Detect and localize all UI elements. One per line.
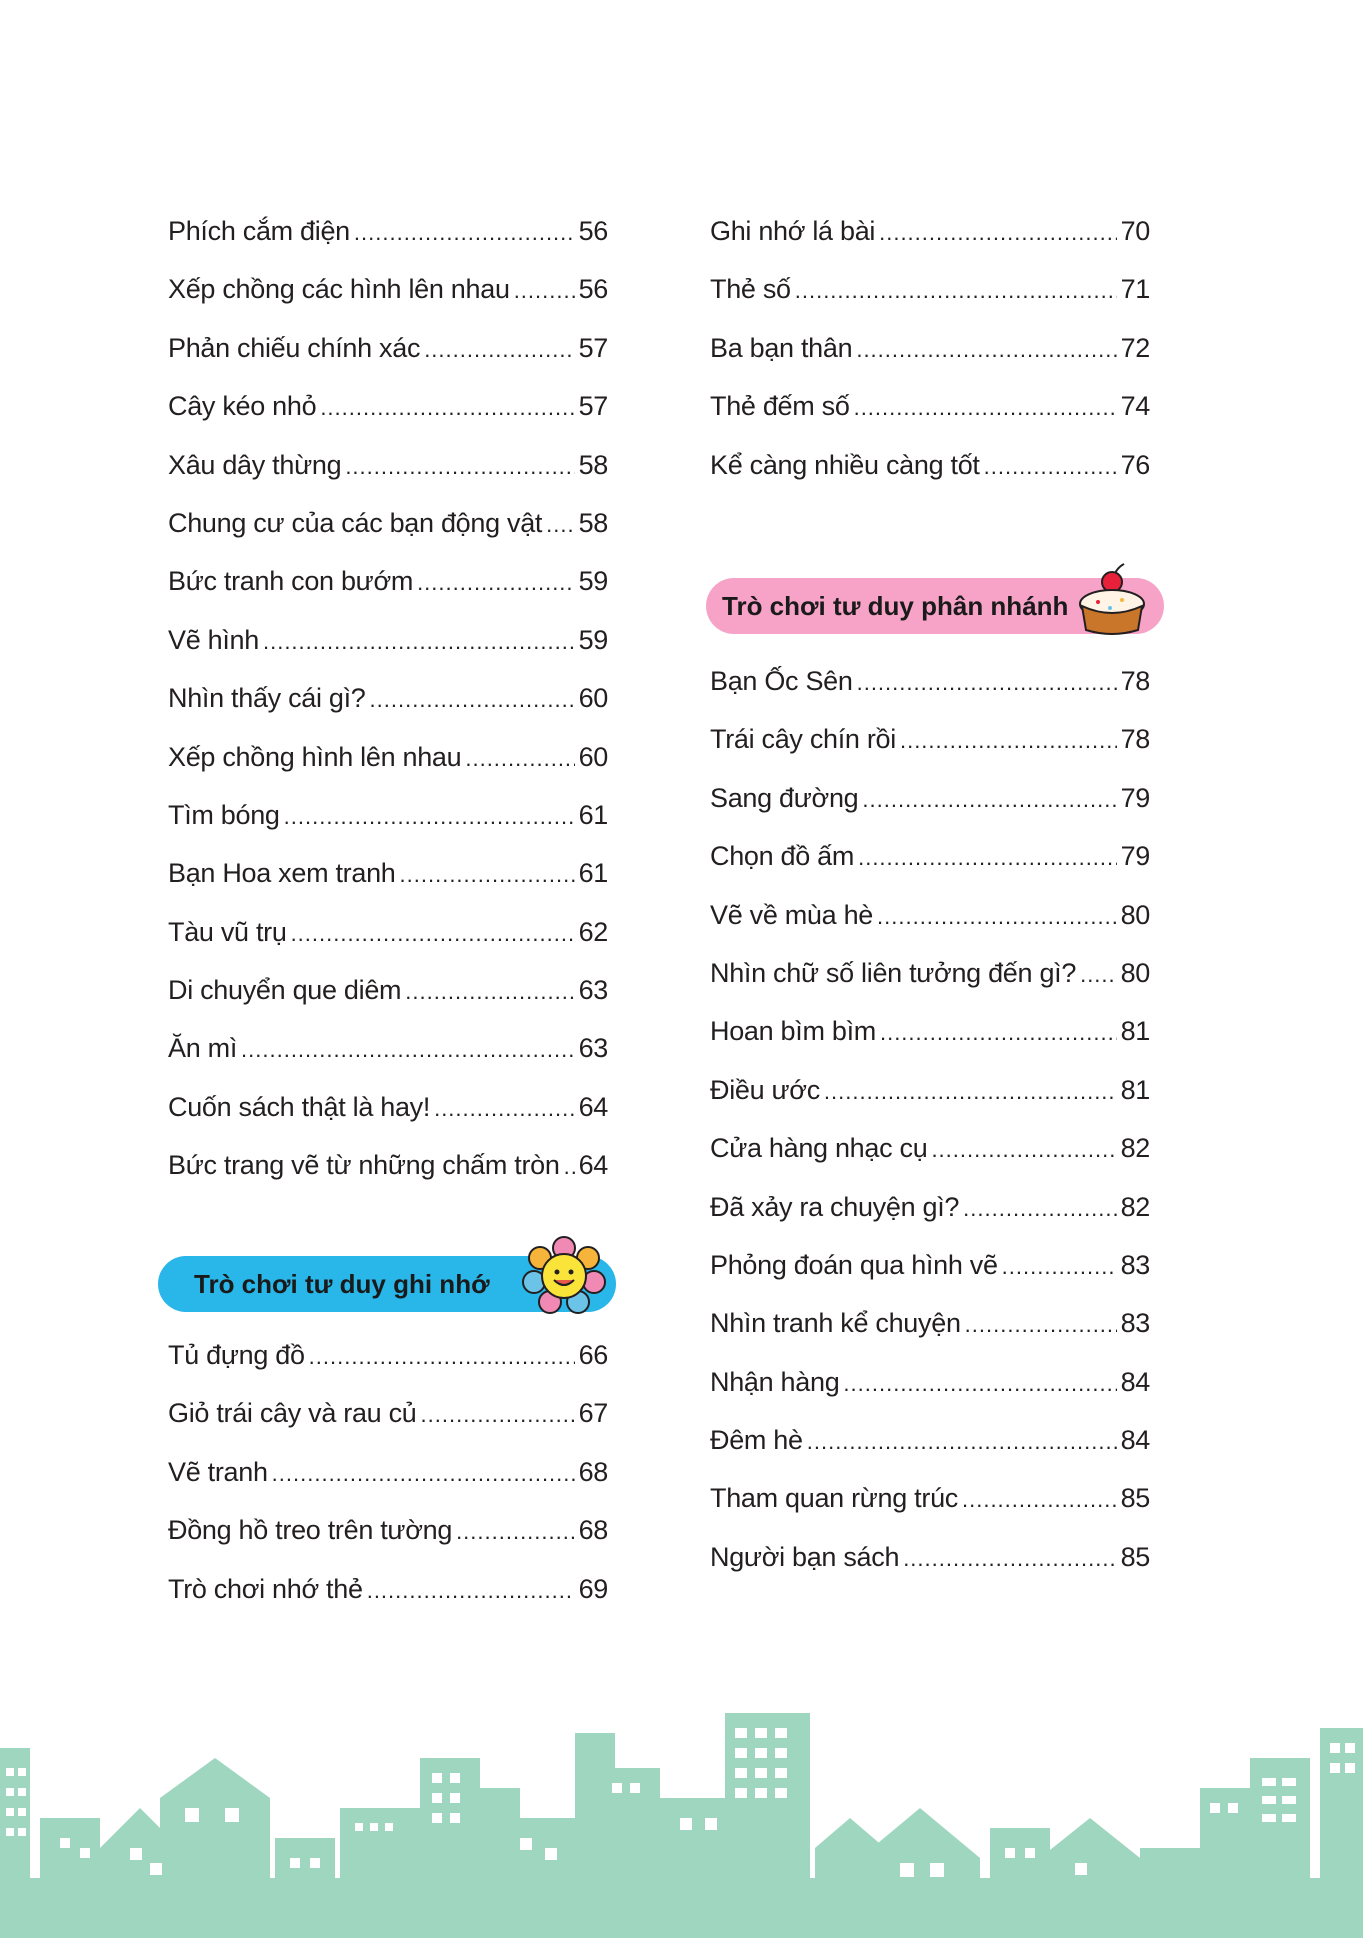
toc-entry-page: 56 xyxy=(578,274,608,305)
dot-leader xyxy=(284,804,575,830)
city-skyline-icon xyxy=(0,1698,1363,1938)
toc-entry-title: Ghi nhớ lá bài xyxy=(710,216,876,246)
dot-leader xyxy=(880,1020,1117,1046)
dot-leader xyxy=(1080,962,1116,988)
toc-entry xyxy=(710,1016,1150,1074)
toc-entry xyxy=(710,724,1150,782)
toc-entry-page: 64 xyxy=(578,1150,608,1181)
toc-entry-title: Sang đường xyxy=(710,782,859,813)
dot-leader xyxy=(963,1196,1116,1222)
toc-entry-page: 61 xyxy=(578,858,608,889)
toc-entry xyxy=(710,783,1150,841)
dot-leader xyxy=(291,921,575,947)
toc-entry-page: 69 xyxy=(578,1573,608,1604)
toc-entry-page: 79 xyxy=(1120,841,1150,872)
toc-entry xyxy=(168,274,608,332)
toc-right-column xyxy=(710,216,1150,508)
toc-entry xyxy=(168,333,608,391)
toc-entry xyxy=(168,858,608,916)
toc-entry-page: 83 xyxy=(1120,1308,1150,1339)
toc-entry-title: Vẽ tranh xyxy=(168,1456,268,1487)
toc-entry-title: Nhìn tranh kể chuyện xyxy=(710,1308,961,1339)
toc-entry-title: Tủ đựng đồ xyxy=(168,1340,305,1370)
toc-entry-page: 68 xyxy=(578,1515,608,1546)
toc-entry xyxy=(168,917,608,975)
toc-entry-page: 56 xyxy=(578,216,608,246)
toc-entry-page: 63 xyxy=(578,975,608,1006)
toc-entry xyxy=(168,1092,608,1150)
toc-entry-page: 74 xyxy=(1120,391,1150,422)
toc-entry xyxy=(710,1075,1150,1133)
toc-entry-page: 57 xyxy=(578,332,608,363)
dot-leader xyxy=(367,1578,575,1604)
toc-entry xyxy=(710,1425,1150,1483)
dot-leader xyxy=(862,787,1116,813)
cupcake-icon xyxy=(1072,560,1152,640)
dot-leader xyxy=(405,979,574,1005)
toc-entry-page: 58 xyxy=(578,507,608,538)
dot-leader xyxy=(241,1037,575,1063)
toc-entry-title: Phản chiếu chính xác xyxy=(168,332,421,363)
dot-leader xyxy=(900,728,1117,754)
toc-entry xyxy=(168,1457,608,1515)
toc-entry-page: 64 xyxy=(578,1091,608,1122)
toc-memory-column xyxy=(168,1340,608,1632)
toc-entry-title: Điều ước xyxy=(710,1074,820,1105)
toc-entry-title: Đã xảy ra chuyện gì? xyxy=(710,1191,960,1222)
toc-entry-title: Chọn đồ ấm xyxy=(710,841,855,872)
toc-entry-title: Giỏ trái cây và rau củ xyxy=(168,1398,417,1429)
dot-leader xyxy=(421,1402,575,1428)
dot-leader xyxy=(877,904,1117,930)
toc-entry xyxy=(168,450,608,508)
toc-entry-page: 70 xyxy=(1120,216,1150,246)
toc-entry xyxy=(710,333,1150,391)
toc-entry-title: Xếp chồng hình lên nhau xyxy=(168,741,462,772)
toc-entry xyxy=(168,1033,608,1091)
toc-entry-page: 85 xyxy=(1120,1541,1150,1572)
dot-leader xyxy=(546,512,574,538)
toc-entry-page: 79 xyxy=(1120,782,1150,813)
dot-leader xyxy=(465,746,574,772)
toc-entry-title: Bạn Ốc Sên xyxy=(710,666,853,696)
toc-entry-page: 63 xyxy=(578,1033,608,1064)
toc-entry-title: Người bạn sách xyxy=(710,1541,900,1572)
dot-leader xyxy=(309,1344,575,1370)
toc-entry-page: 59 xyxy=(578,566,608,597)
dot-leader xyxy=(456,1519,575,1545)
dot-leader xyxy=(879,220,1116,246)
toc-entry-page: 57 xyxy=(578,391,608,422)
toc-entry-title: Kể càng nhiều càng tốt xyxy=(710,449,980,480)
toc-entry-title: Di chuyển que diêm xyxy=(168,975,402,1006)
section-title-branch: Trò chơi tư duy phân nhánh xyxy=(722,590,1069,621)
toc-entry-page: 62 xyxy=(578,916,608,947)
toc-entry-title: Phỏng đoán qua hình vẽ xyxy=(710,1249,998,1280)
toc-entry-title: Cửa hàng nhạc cụ xyxy=(710,1133,928,1164)
toc-entry-title: Ba bạn thân xyxy=(710,332,853,363)
toc-entry xyxy=(710,1308,1150,1366)
toc-entry-page: 60 xyxy=(578,683,608,714)
toc-entry-page: 84 xyxy=(1120,1366,1150,1397)
toc-entry-page: 78 xyxy=(1120,666,1150,696)
dot-leader xyxy=(424,337,574,363)
toc-entry xyxy=(168,566,608,624)
toc-entry-title: Đêm hè xyxy=(710,1425,803,1456)
toc-entry xyxy=(710,274,1150,332)
toc-entry xyxy=(168,1150,608,1208)
dot-leader xyxy=(965,1312,1117,1338)
flower-icon xyxy=(520,1236,608,1316)
toc-entry-page: 81 xyxy=(1120,1016,1150,1047)
toc-entry-page: 58 xyxy=(578,449,608,480)
dot-leader xyxy=(903,1546,1116,1572)
toc-entry xyxy=(168,1574,608,1632)
toc-entry-title: Bức trang vẽ từ những chấm tròn xyxy=(168,1150,560,1181)
toc-entry-page: 85 xyxy=(1120,1483,1150,1514)
dot-leader xyxy=(962,1487,1117,1513)
toc-entry xyxy=(710,391,1150,449)
toc-entry-title: Vẽ hình xyxy=(168,624,259,655)
toc-entry xyxy=(710,1367,1150,1425)
toc-entry-title: Cuốn sách thật là hay! xyxy=(168,1091,431,1122)
toc-entry xyxy=(710,666,1150,724)
toc-entry xyxy=(168,391,608,449)
toc-entry-title: Tìm bóng xyxy=(168,799,280,830)
toc-entry-title: Cây kéo nhỏ xyxy=(168,391,317,422)
toc-entry-title: Xếp chồng các hình lên nhau xyxy=(168,274,510,305)
toc-entry xyxy=(168,508,608,566)
toc-entry xyxy=(710,1250,1150,1308)
dot-leader xyxy=(263,629,575,655)
dot-leader xyxy=(370,687,575,713)
toc-entry xyxy=(710,216,1150,274)
dot-leader xyxy=(857,670,1117,696)
toc-entry-title: Tàu vũ trụ xyxy=(168,916,287,947)
toc-entry xyxy=(710,958,1150,1016)
toc-entry-page: 67 xyxy=(578,1398,608,1429)
toc-entry-page: 84 xyxy=(1120,1425,1150,1456)
toc-list-right xyxy=(710,216,1150,508)
toc-entry xyxy=(168,683,608,741)
toc-left-column xyxy=(168,216,608,1209)
toc-entry-page: 66 xyxy=(578,1340,608,1370)
toc-entry xyxy=(168,742,608,800)
toc-branch-column xyxy=(710,666,1150,1600)
dot-leader xyxy=(354,220,575,246)
toc-entry-page: 80 xyxy=(1120,957,1150,988)
toc-list-left xyxy=(168,216,608,1209)
dot-leader xyxy=(984,454,1117,480)
toc-entry xyxy=(168,216,608,274)
toc-entry-page: 71 xyxy=(1120,274,1150,305)
toc-entry-title: Trái cây chín rồi xyxy=(710,724,896,755)
dot-leader xyxy=(514,278,575,304)
toc-entry-title: Nhìn chữ số liên tưởng đến gì? xyxy=(710,957,1077,988)
dot-leader xyxy=(1002,1254,1117,1280)
toc-entry xyxy=(710,1192,1150,1250)
toc-entry xyxy=(168,800,608,858)
toc-entry-title: Chung cư của các bạn động vật xyxy=(168,507,543,538)
toc-entry xyxy=(710,841,1150,899)
toc-entry-title: Trò chơi nhớ thẻ xyxy=(168,1573,363,1604)
toc-list-memory xyxy=(168,1340,608,1632)
dot-leader xyxy=(320,395,574,421)
toc-entry-title: Vẽ về mùa hè xyxy=(710,899,874,930)
toc-entry-page: 60 xyxy=(578,741,608,772)
dot-leader xyxy=(858,845,1116,871)
dot-leader xyxy=(856,337,1116,363)
toc-entry-title: Đồng hồ treo trên tường xyxy=(168,1515,453,1546)
toc-entry-page: 59 xyxy=(578,624,608,655)
toc-entry-title: Nhìn thấy cái gì? xyxy=(168,683,366,714)
toc-entry-page: 76 xyxy=(1120,449,1150,480)
dot-leader xyxy=(272,1461,575,1487)
toc-entry xyxy=(168,1515,608,1573)
toc-entry-page: 81 xyxy=(1120,1074,1150,1105)
section-title-memory: Trò chơi tư duy ghi nhớ xyxy=(194,1268,490,1299)
dot-leader xyxy=(931,1137,1116,1163)
dot-leader xyxy=(434,1096,574,1122)
toc-entry-title: Xâu dây thừng xyxy=(168,449,342,480)
toc-entry-title: Phích cắm điện xyxy=(168,216,350,246)
dot-leader xyxy=(417,570,575,596)
dot-leader xyxy=(854,395,1117,421)
toc-entry xyxy=(710,1483,1150,1541)
toc-entry-title: Hoan bìm bìm xyxy=(710,1016,876,1047)
dot-leader xyxy=(807,1429,1117,1455)
toc-entry-page: 61 xyxy=(578,799,608,830)
dot-leader xyxy=(345,454,574,480)
toc-entry-page: 83 xyxy=(1120,1249,1150,1280)
toc-entry-page: 68 xyxy=(578,1456,608,1487)
dot-leader xyxy=(564,1154,575,1180)
dot-leader xyxy=(400,862,575,888)
toc-entry xyxy=(710,900,1150,958)
toc-entry xyxy=(168,975,608,1033)
toc-entry-title: Tham quan rừng trúc xyxy=(710,1483,958,1514)
toc-list-branch xyxy=(710,666,1150,1600)
toc-entry-title: Nhận hàng xyxy=(710,1366,840,1397)
toc-entry xyxy=(710,1133,1150,1191)
dot-leader xyxy=(795,278,1117,304)
toc-entry-title: Ăn mì xyxy=(168,1033,238,1064)
toc-entry-title: Thẻ đếm số xyxy=(710,391,850,422)
toc-entry-title: Bức tranh con bướm xyxy=(168,566,414,597)
toc-entry-page: 82 xyxy=(1120,1191,1150,1222)
toc-entry xyxy=(168,625,608,683)
toc-entry xyxy=(168,1340,608,1398)
toc-entry xyxy=(168,1398,608,1456)
toc-entry xyxy=(710,450,1150,508)
toc-entry-page: 80 xyxy=(1120,899,1150,930)
dot-leader xyxy=(824,1079,1117,1105)
toc-entry-title: Bạn Hoa xem tranh xyxy=(168,858,396,889)
toc-entry-page: 78 xyxy=(1120,724,1150,755)
toc-entry xyxy=(710,1542,1150,1600)
dot-leader xyxy=(843,1371,1116,1397)
toc-entry-page: 72 xyxy=(1120,332,1150,363)
toc-entry-page: 82 xyxy=(1120,1133,1150,1164)
toc-entry-title: Thẻ số xyxy=(710,274,791,305)
